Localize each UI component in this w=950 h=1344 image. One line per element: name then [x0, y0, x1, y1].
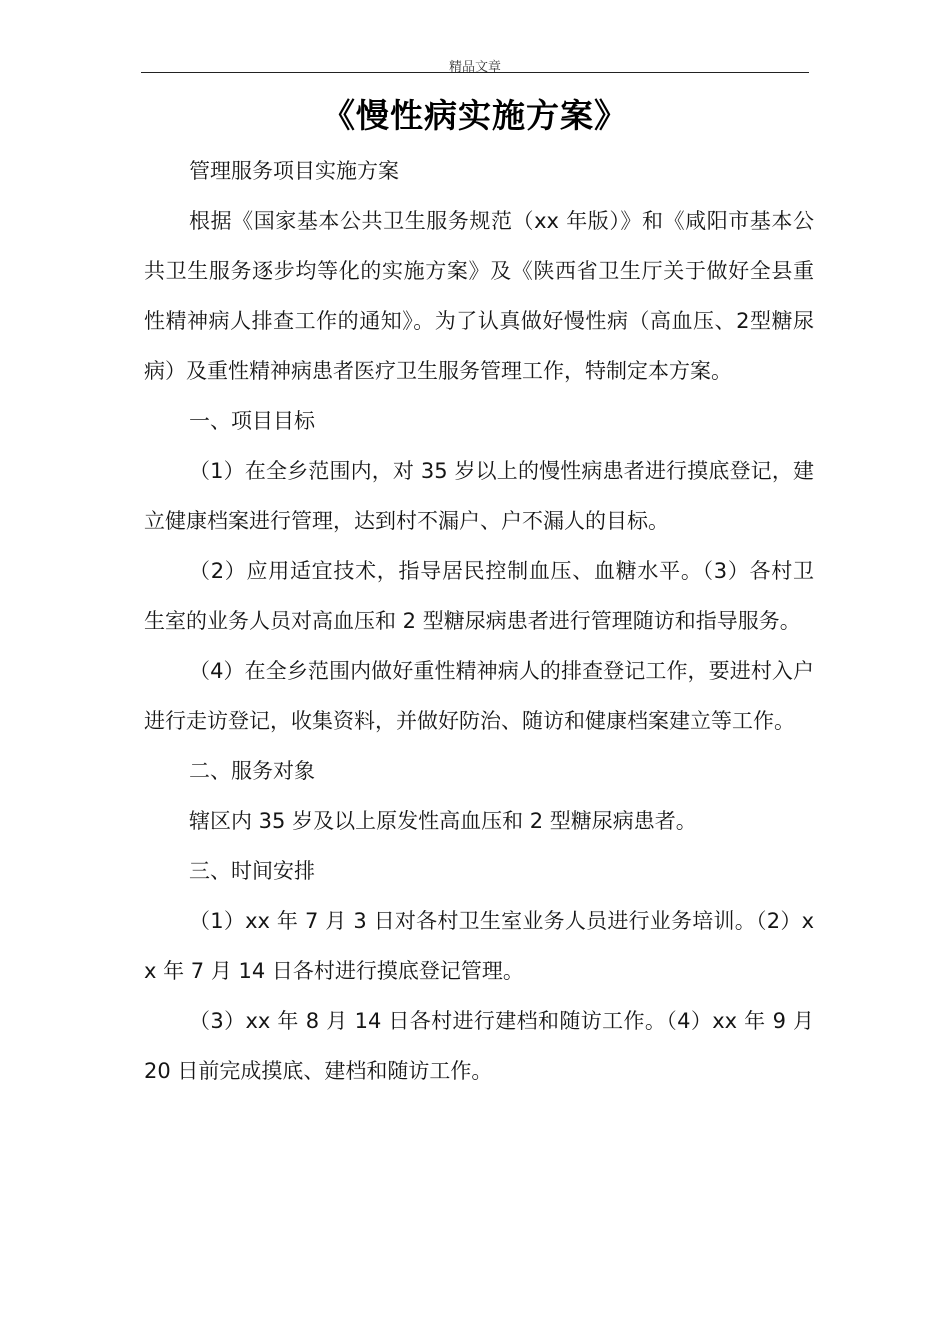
- page-header-label: 精品文章: [448, 60, 501, 75]
- paragraph-schedule-3-4: （3）xx 年 8 月 14 日各村进行建档和随访工作。（4）xx 年 9 月 20 日前完成摸底、建档和随访工作。: [144, 1009, 814, 1083]
- document-title: 《慢性病实施方案》: [322, 96, 628, 135]
- document-body: [144, 146, 814, 1096]
- paragraph-goal-1: （1）在全乡范围内，对 35 岁以上的慢性病患者进行摸底登记，建立健康档案进行管理，达到村不漏户、户不漏人的目标。: [144, 459, 814, 533]
- section-heading-targets: 二、服务对象: [189, 759, 315, 783]
- section-heading-goals: 一、项目目标: [189, 409, 315, 433]
- paragraph-goal-2-3: （2）应用适宜技术，指导居民控制血压、血糖水平。（3）各村卫生室的业务人员对高血压和 2 型糖尿病患者进行管理随访和指导服务。: [144, 559, 814, 633]
- paragraph-intro: 根据《国家基本公共卫生服务规范（xx 年版）》和《咸阳市基本公共卫生服务逐步均等化的实施方案》及《陕西省卫生厅关于做好全县重性精神病人排查工作的通知》。为了认真做好慢性病（高血压、2型糖尿病）及重性精神病患者医疗卫生服务管理工作，特制定本方案。: [144, 209, 814, 383]
- paragraph-subtitle: 管理服务项目实施方案: [189, 159, 399, 183]
- paragraph-goal-4: （4）在全乡范围内做好重性精神病人的排查登记工作，要进村入户进行走访登记，收集资料，并做好防治、随访和健康档案建立等工作。: [144, 659, 814, 733]
- paragraph-targets: 辖区内 35 岁及以上原发性高血压和 2 型糖尿病患者。: [189, 809, 697, 833]
- section-heading-schedule: 三、时间安排: [189, 859, 315, 883]
- header-divider: [141, 72, 809, 73]
- paragraph-schedule-1-2: （1）xx 年 7 月 3 日对各村卫生室业务人员进行业务培训。（2）xx 年 7 月 14 日各村进行摸底登记管理。: [144, 909, 814, 983]
